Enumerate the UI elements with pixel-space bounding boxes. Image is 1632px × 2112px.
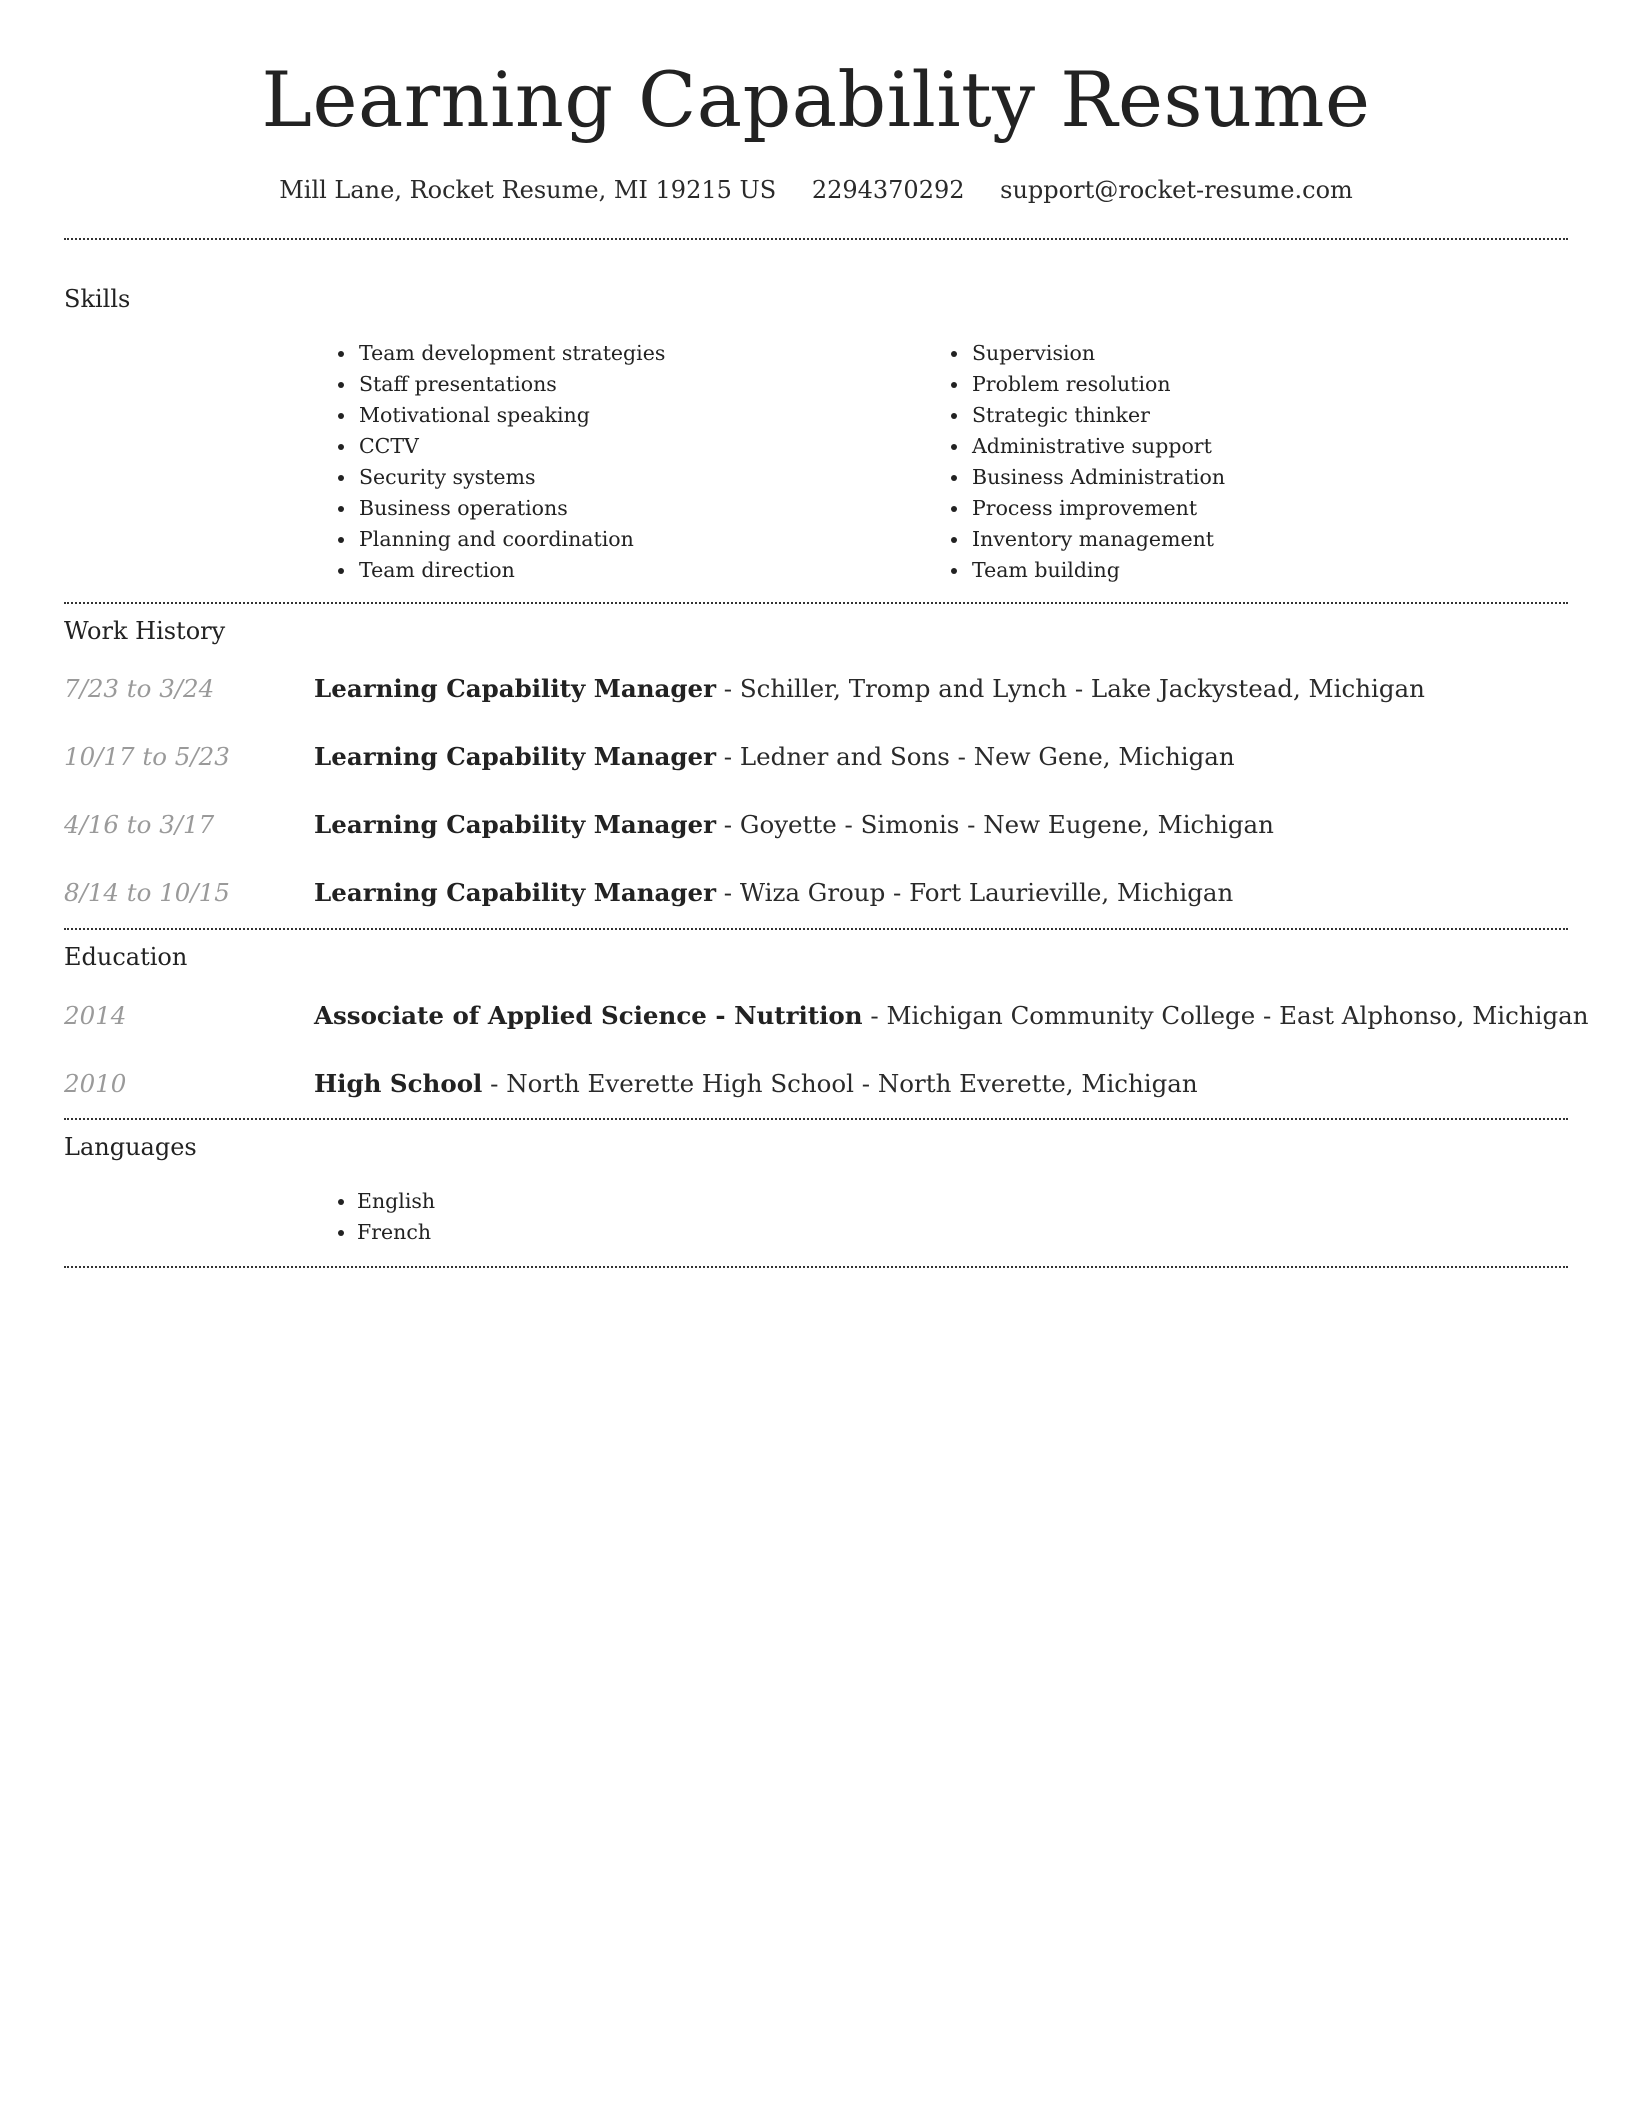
work-history-heading: Work History — [64, 617, 226, 645]
skills-heading: Skills — [64, 285, 131, 313]
skill-item: • Motivational speaking — [357, 400, 665, 431]
skill-item: • Team building — [970, 555, 1225, 586]
work-role: Learning Capability Manager — [314, 810, 717, 839]
contact-phone: 2294370292 — [811, 176, 965, 204]
work-entry — [64, 805, 1568, 845]
languages-list — [331, 1186, 435, 1248]
work-date: 7/23 to 3/24 — [64, 674, 215, 703]
language-item: • French — [357, 1217, 435, 1248]
work-details: - Schiller, Tromp and Lynch - Lake Jackystead, Michigan — [716, 674, 1425, 703]
resume-title: Learning Capability Resume — [261, 55, 1371, 144]
divider — [64, 1266, 1568, 1268]
divider — [64, 602, 1568, 604]
work-entry — [64, 669, 1568, 709]
education-date: 2014 — [64, 1001, 127, 1030]
work-date: 10/17 to 5/23 — [64, 742, 230, 771]
education-details: - North Everette High School - North Everette, Michigan — [482, 1069, 1198, 1098]
education-heading: Education — [64, 943, 188, 971]
work-details: - Wiza Group - Fort Laurieville, Michigan — [716, 878, 1234, 907]
contact-address: Mill Lane, Rocket Resume, MI 19215 US — [279, 176, 777, 204]
skill-item: • Team development strategies — [357, 338, 665, 369]
skill-item: • CCTV — [357, 431, 665, 462]
work-entry — [64, 737, 1568, 777]
work-entry — [64, 873, 1568, 913]
skill-item: • Staff presentations — [357, 369, 665, 400]
divider — [64, 1118, 1568, 1120]
education-details: - Michigan Community College - East Alphonso, Michigan — [862, 1001, 1589, 1030]
skill-item: • Business Administration — [970, 462, 1225, 493]
skill-item: • Team direction — [357, 555, 665, 586]
work-description — [314, 873, 1233, 913]
education-date: 2010 — [64, 1069, 127, 1098]
work-description — [314, 737, 1235, 777]
education-degree: Associate of Applied Science - Nutrition — [314, 1001, 863, 1030]
education-degree: High School — [314, 1069, 483, 1098]
contact-line — [0, 170, 1632, 210]
skills-list-left — [331, 338, 665, 586]
languages-heading: Languages — [64, 1133, 197, 1161]
work-date: 8/14 to 10/15 — [64, 878, 230, 907]
work-description — [314, 805, 1274, 845]
skill-item: • Process improvement — [970, 493, 1225, 524]
work-details: - Goyette - Simonis - New Eugene, Michigan — [716, 810, 1274, 839]
skill-item: • Security systems — [357, 462, 665, 493]
skill-item: • Administrative support — [970, 431, 1225, 462]
skill-item: • Problem resolution — [970, 369, 1225, 400]
skill-item: • Planning and coordination — [357, 524, 665, 555]
skill-item: • Strategic thinker — [970, 400, 1225, 431]
education-entry — [64, 1064, 1568, 1104]
education-description — [314, 1064, 1198, 1104]
work-role: Learning Capability Manager — [314, 674, 717, 703]
divider — [64, 928, 1568, 930]
skill-item: • Supervision — [970, 338, 1225, 369]
work-role: Learning Capability Manager — [314, 742, 717, 771]
skills-list-right — [944, 338, 1225, 586]
work-role: Learning Capability Manager — [314, 878, 717, 907]
work-date: 4/16 to 3/17 — [64, 810, 215, 839]
contact-email: support@rocket-resume.com — [1000, 176, 1353, 204]
education-description — [314, 996, 1589, 1036]
skill-item: • Inventory management — [970, 524, 1225, 555]
divider — [64, 238, 1568, 240]
work-description — [314, 669, 1425, 709]
language-item: • English — [357, 1186, 435, 1217]
skill-item: • Business operations — [357, 493, 665, 524]
work-details: - Ledner and Sons - New Gene, Michigan — [716, 742, 1235, 771]
education-entry — [64, 996, 1589, 1036]
